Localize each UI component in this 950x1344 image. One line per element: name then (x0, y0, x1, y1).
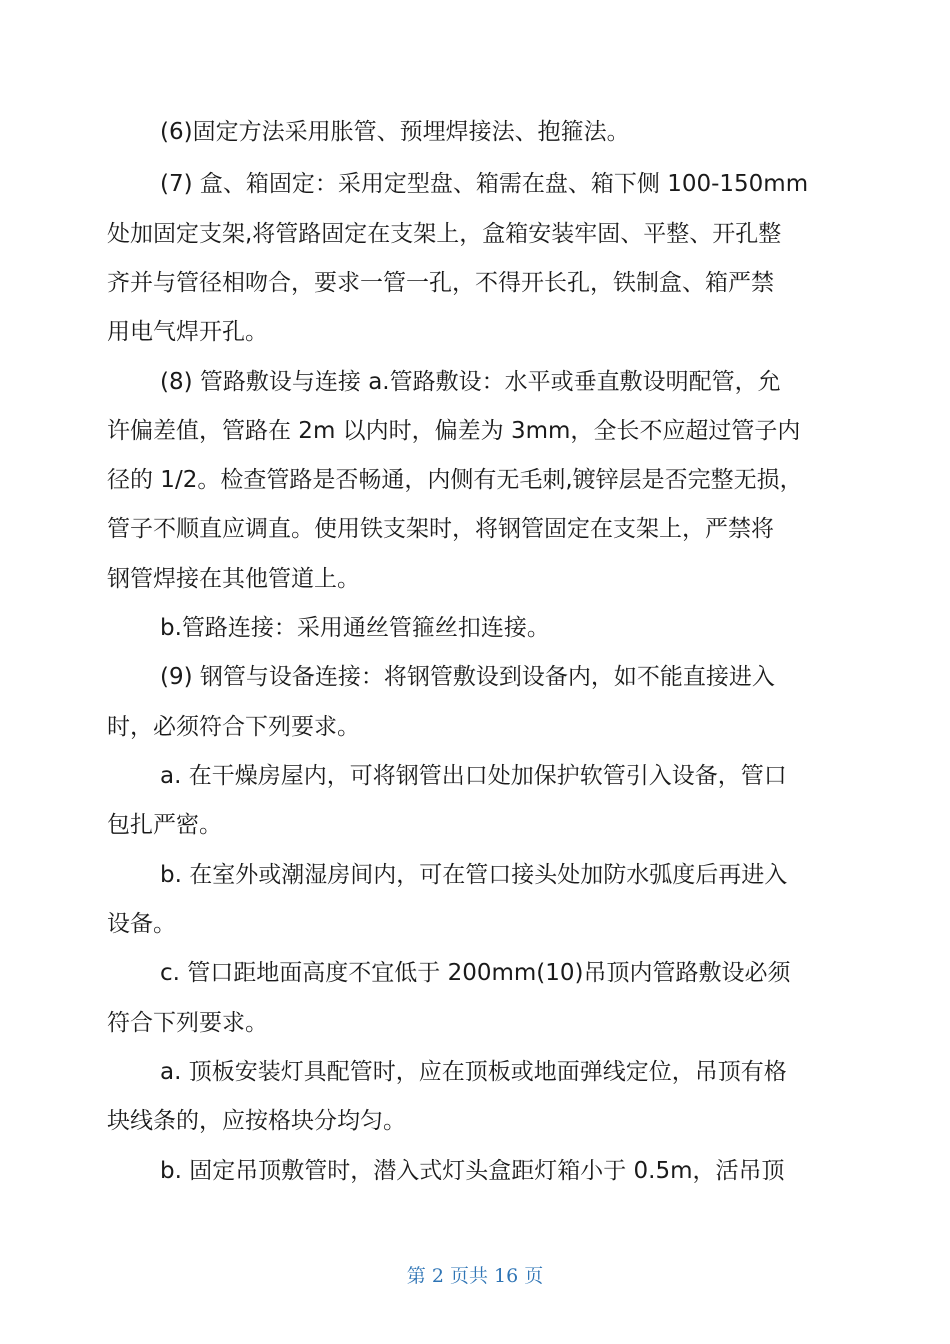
paragraph-line: 管子不顺直应调直。使用铁支架时，将钢管固定在支架上，严禁将 (107, 516, 774, 542)
paragraph-line: b. 固定吊顶敷管时，潜入式灯头盒距灯箱小于 0.5m，活吊顶 (160, 1158, 785, 1184)
paragraph-line: 设备。 (107, 911, 176, 937)
paragraph-line: b.管路连接：采用通丝管箍丝扣连接。 (160, 615, 550, 641)
paragraph-line: 符合下列要求。 (107, 1010, 268, 1036)
paragraph-line: 包扎严密。 (107, 812, 222, 838)
paragraph-line: (6)固定方法采用胀管、预埋焊接法、抱箍法。 (160, 119, 630, 145)
paragraph-line: b. 在室外或潮湿房间内，可在管口接头处加防水弧度后再进入 (160, 862, 788, 888)
paragraph-line: 时，必须符合下列要求。 (107, 714, 360, 740)
page-footer: 第 2 页共 16 页 (406, 1265, 544, 1287)
paragraph-line: 块线条的，应按格块分均匀。 (107, 1108, 406, 1134)
paragraph-line: 许偏差值，管路在 2m 以内时，偏差为 3mm，全长不应超过管子内 (107, 418, 801, 444)
paragraph-line: (8) 管路敷设与连接 a.管路敷设：水平或垂直敷设明配管，允 (160, 369, 781, 395)
paragraph-line: 齐并与管径相吻合，要求一管一孔，不得开长孔，铁制盒、箱严禁 (107, 270, 774, 296)
paragraph-line: 处加固定支架,将管路固定在支架上，盒箱安装牢固、平整、开孔整 (107, 221, 782, 247)
paragraph-line: a. 在干燥房屋内，可将钢管出口处加保护软管引入设备，管口 (160, 763, 787, 789)
paragraph-line: 钢管焊接在其他管道上。 (107, 566, 360, 592)
paragraph-line: a. 顶板安装灯具配管时，应在顶板或地面弹线定位，吊顶有格 (160, 1059, 787, 1085)
paragraph-line: (7) 盒、箱固定：采用定型盘、箱需在盘、箱下侧 100-150mm (160, 171, 809, 197)
paragraph-line: 径的 1/2。检查管路是否畅通，内侧有无毛刺,镀锌层是否完整无损， (107, 467, 803, 493)
paragraph-line: (9) 钢管与设备连接：将钢管敷设到设备内，如不能直接进入 (160, 664, 775, 690)
paragraph-line: 用电气焊开孔。 (107, 319, 268, 345)
paragraph-line: c. 管口距地面高度不宜低于 200mm(10)吊顶内管路敷设必须 (160, 960, 791, 986)
